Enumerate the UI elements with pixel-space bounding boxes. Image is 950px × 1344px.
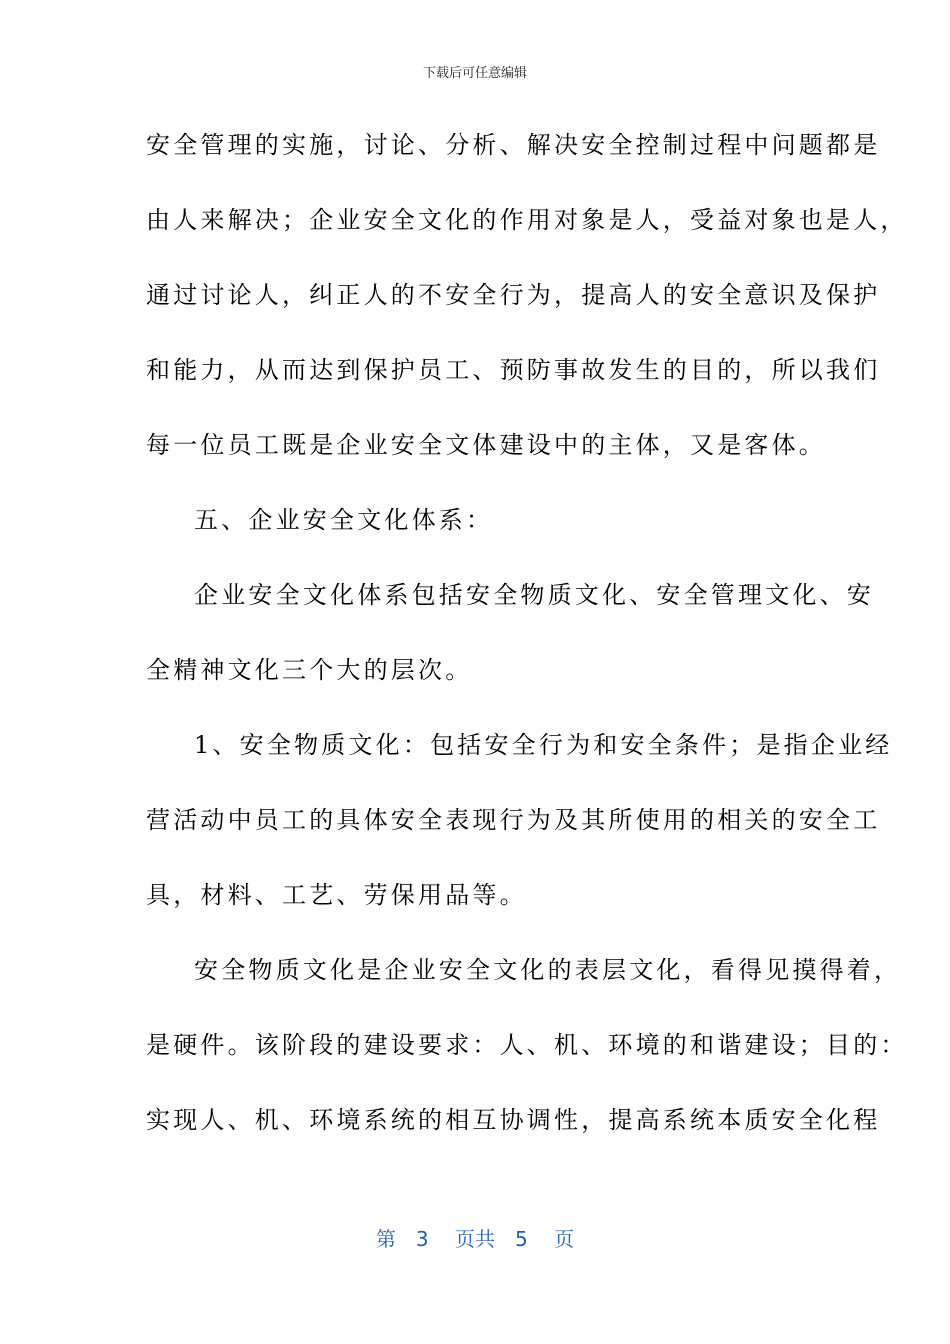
text-line: 营活动中员工的具体安全表现行为及其所使用的相关的安全工 bbox=[146, 806, 881, 834]
text-line: 全精神文化三个大的层次。 bbox=[146, 656, 473, 684]
text-line: 由人来解决；企业安全文化的作用对象是人，受益对象也是人， bbox=[146, 206, 908, 234]
text-line: 1、安全物质文化：包括安全行为和安全条件；是指企业经 bbox=[194, 731, 893, 759]
text-line: 安全物质文化是企业安全文化的表层文化，看得见摸得着， bbox=[194, 956, 902, 984]
document-body bbox=[146, 125, 908, 1175]
page-header: 下载后可任意编辑 bbox=[422, 66, 527, 81]
text-line: 安全管理的实施，讨论、分析、解决安全控制过程中问题都是 bbox=[146, 131, 881, 159]
page-number-footer: 第 3 页共 5 页 bbox=[375, 1227, 575, 1251]
text-line: 具，材料、工艺、劳保用品等。 bbox=[146, 881, 527, 909]
text-line: 每一位员工既是企业安全文体建设中的主体，又是客体。 bbox=[146, 431, 826, 459]
text-line: 通过讨论人，纠正人的不安全行为，提高人的安全意识及保护 bbox=[146, 281, 881, 309]
text-line: 是硬件。该阶段的建设要求：人、机、环境的和谐建设；目的： bbox=[146, 1031, 908, 1059]
text-line: 实现人、机、环境系统的相互协调性，提高系统本质安全化程 bbox=[146, 1106, 881, 1134]
text-line: 和能力，从而达到保护员工、预防事故发生的目的，所以我们 bbox=[146, 356, 881, 384]
section-heading: 五、企业安全文化体系： bbox=[194, 506, 494, 534]
text-line: 企业安全文化体系包括安全物质文化、安全管理文化、安 bbox=[194, 581, 874, 609]
